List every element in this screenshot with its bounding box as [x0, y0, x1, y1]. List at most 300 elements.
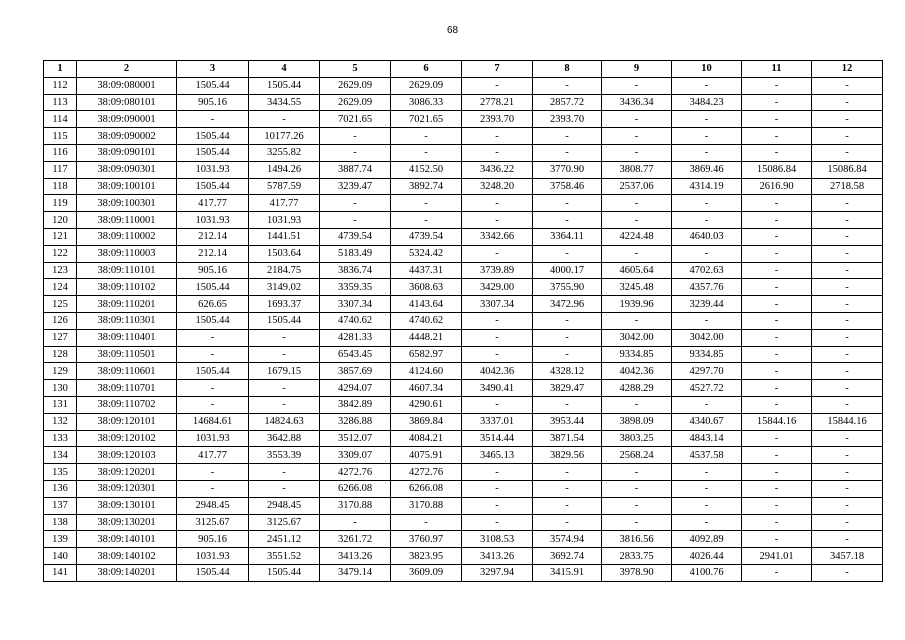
table-cell: 120 — [44, 212, 77, 229]
table-cell: 3342.66 — [462, 228, 533, 245]
table-cell: 3413.26 — [320, 548, 391, 565]
table-cell: 4314.19 — [672, 178, 742, 195]
table-cell: - — [812, 430, 883, 447]
table-row — [44, 161, 883, 178]
table-cell: - — [320, 212, 391, 229]
table-cell: 1939.96 — [602, 296, 672, 313]
table-cell: - — [533, 245, 602, 262]
table-cell: - — [533, 464, 602, 481]
table-cell: 119 — [44, 195, 77, 212]
table-cell: 3692.74 — [533, 548, 602, 565]
table-cell: 3457.18 — [812, 548, 883, 565]
table-cell: 3836.74 — [320, 262, 391, 279]
table-cell: - — [462, 212, 533, 229]
table-cell: - — [812, 262, 883, 279]
table-cell: - — [812, 531, 883, 548]
column-header: 8 — [533, 61, 602, 78]
table-cell: - — [672, 464, 742, 481]
table-cell: - — [812, 111, 883, 128]
table-cell: 6266.08 — [320, 480, 391, 497]
table-row — [44, 514, 883, 531]
table-row — [44, 178, 883, 195]
table-cell: 3436.34 — [602, 94, 672, 111]
table-cell: - — [533, 77, 602, 94]
table-cell: 3261.72 — [320, 531, 391, 548]
table-cell: - — [249, 380, 320, 397]
table-cell: - — [249, 480, 320, 497]
table-cell: - — [742, 396, 812, 413]
table-cell: - — [177, 346, 249, 363]
table-cell: 3953.44 — [533, 413, 602, 430]
table-cell: 38:09:110003 — [77, 245, 177, 262]
table-cell: - — [742, 531, 812, 548]
table-cell: - — [742, 245, 812, 262]
table-cell: - — [602, 212, 672, 229]
table-cell: - — [672, 212, 742, 229]
table-cell: 3760.97 — [391, 531, 462, 548]
table-cell: 9334.85 — [602, 346, 672, 363]
table-cell: 38:09:140201 — [77, 564, 177, 581]
table-cell: 118 — [44, 178, 77, 195]
table-row — [44, 346, 883, 363]
table-cell: 4605.64 — [602, 262, 672, 279]
table-cell: - — [812, 363, 883, 380]
table-cell: - — [812, 480, 883, 497]
table-cell: 4448.21 — [391, 329, 462, 346]
table-cell: 38:09:110702 — [77, 396, 177, 413]
table-cell: 3359.35 — [320, 279, 391, 296]
table-cell: - — [742, 228, 812, 245]
table-cell: 38:09:120103 — [77, 447, 177, 464]
table-cell: 38:09:110201 — [77, 296, 177, 313]
table-cell: 4075.91 — [391, 447, 462, 464]
table-row — [44, 262, 883, 279]
table-cell: 1679.15 — [249, 363, 320, 380]
table-cell: 3170.88 — [391, 497, 462, 514]
table-cell: 2833.75 — [602, 548, 672, 565]
table-cell: - — [602, 312, 672, 329]
table-cell: 1505.44 — [177, 564, 249, 581]
table-cell: - — [672, 514, 742, 531]
table-cell: 38:09:110002 — [77, 228, 177, 245]
table-cell: - — [812, 380, 883, 397]
table-cell: 4739.54 — [391, 228, 462, 245]
table-cell: 4357.76 — [672, 279, 742, 296]
table-cell: - — [533, 312, 602, 329]
table-cell: - — [812, 329, 883, 346]
table-cell: 38:09:110601 — [77, 363, 177, 380]
table-cell: 4224.48 — [602, 228, 672, 245]
table-cell: - — [391, 144, 462, 161]
table-cell: 112 — [44, 77, 77, 94]
data-table — [43, 60, 883, 582]
table-cell: - — [462, 144, 533, 161]
table-cell: 127 — [44, 329, 77, 346]
table-cell: 38:09:120301 — [77, 480, 177, 497]
table-cell: 1505.44 — [177, 279, 249, 296]
table-cell: 3239.47 — [320, 178, 391, 195]
table-cell: 1505.44 — [177, 77, 249, 94]
column-header: 7 — [462, 61, 533, 78]
table-cell: 2393.70 — [533, 111, 602, 128]
table-cell: 4026.44 — [672, 548, 742, 565]
table-cell: - — [320, 514, 391, 531]
table-row — [44, 396, 883, 413]
table-cell: - — [672, 497, 742, 514]
table-cell: 3484.23 — [672, 94, 742, 111]
table-cell: 3871.54 — [533, 430, 602, 447]
table-cell: 2629.09 — [320, 77, 391, 94]
table-cell: 4281.33 — [320, 329, 391, 346]
table-cell: 3364.11 — [533, 228, 602, 245]
table-cell: 4297.70 — [672, 363, 742, 380]
table-cell: 38:09:120201 — [77, 464, 177, 481]
table-cell: 3514.44 — [462, 430, 533, 447]
table-cell: - — [742, 195, 812, 212]
table-cell: 4328.12 — [533, 363, 602, 380]
table-cell: - — [249, 396, 320, 413]
table-cell: 4042.36 — [602, 363, 672, 380]
table-cell: - — [812, 296, 883, 313]
table-cell: 3869.46 — [672, 161, 742, 178]
table-cell: - — [533, 212, 602, 229]
table-cell: - — [742, 447, 812, 464]
table-cell: 2568.24 — [602, 447, 672, 464]
table-cell: - — [462, 346, 533, 363]
table-cell: - — [249, 329, 320, 346]
table-cell: 38:09:110101 — [77, 262, 177, 279]
table-cell: 3436.22 — [462, 161, 533, 178]
table-cell: 4739.54 — [320, 228, 391, 245]
table-cell: 2629.09 — [391, 77, 462, 94]
table-cell: 1031.93 — [177, 548, 249, 565]
table-cell: 38:09:120101 — [77, 413, 177, 430]
table-cell: - — [742, 464, 812, 481]
table-cell: - — [391, 514, 462, 531]
table-cell: 3108.53 — [462, 531, 533, 548]
table-cell: 4640.03 — [672, 228, 742, 245]
table-cell: - — [672, 195, 742, 212]
table-cell: 125 — [44, 296, 77, 313]
table-cell: - — [533, 497, 602, 514]
table-cell: - — [533, 128, 602, 145]
table-cell: - — [812, 447, 883, 464]
table-cell: 4843.14 — [672, 430, 742, 447]
table-cell: 38:09:110102 — [77, 279, 177, 296]
table-cell: - — [602, 195, 672, 212]
table-cell: 38:09:110001 — [77, 212, 177, 229]
page-number: 68 — [446, 25, 459, 36]
table-cell: - — [602, 480, 672, 497]
table-cell: 15844.16 — [812, 413, 883, 430]
table-cell: - — [462, 396, 533, 413]
table-cell: - — [320, 195, 391, 212]
column-header: 12 — [812, 61, 883, 78]
table-cell: 136 — [44, 480, 77, 497]
table-row — [44, 413, 883, 430]
table-cell: 3755.90 — [533, 279, 602, 296]
table-cell: 1441.51 — [249, 228, 320, 245]
table-cell: 38:09:090001 — [77, 111, 177, 128]
table-cell: 4092.89 — [672, 531, 742, 548]
table-cell: - — [672, 245, 742, 262]
table-cell: - — [462, 312, 533, 329]
table-cell: 15086.84 — [812, 161, 883, 178]
table-row — [44, 447, 883, 464]
table-cell: - — [672, 144, 742, 161]
table-cell: - — [177, 464, 249, 481]
table-cell: - — [177, 380, 249, 397]
table-cell: 3413.26 — [462, 548, 533, 565]
table-row — [44, 212, 883, 229]
table-cell: - — [672, 128, 742, 145]
table-cell: - — [812, 497, 883, 514]
table-cell: 1505.44 — [249, 564, 320, 581]
table-cell: 14824.63 — [249, 413, 320, 430]
table-row — [44, 464, 883, 481]
table-row — [44, 380, 883, 397]
table-cell: 212.14 — [177, 245, 249, 262]
table-cell: 905.16 — [177, 262, 249, 279]
table-cell: - — [533, 346, 602, 363]
table-cell: 1505.44 — [177, 363, 249, 380]
table-cell: 3829.56 — [533, 447, 602, 464]
table-cell: - — [742, 262, 812, 279]
table-cell: 4272.76 — [391, 464, 462, 481]
table-row — [44, 531, 883, 548]
table-row — [44, 480, 883, 497]
table-cell: 131 — [44, 396, 77, 413]
table-cell: 3042.00 — [602, 329, 672, 346]
table-cell: 38:09:110401 — [77, 329, 177, 346]
table-row — [44, 312, 883, 329]
table-cell: - — [177, 111, 249, 128]
table-cell: - — [742, 480, 812, 497]
column-header: 2 — [77, 61, 177, 78]
table-cell: 212.14 — [177, 228, 249, 245]
table-row — [44, 195, 883, 212]
table-cell: - — [533, 480, 602, 497]
table-cell: 38:09:110701 — [77, 380, 177, 397]
table-row — [44, 564, 883, 581]
table-cell: 3479.14 — [320, 564, 391, 581]
table-cell: 2184.75 — [249, 262, 320, 279]
table-cell: 3642.88 — [249, 430, 320, 447]
table-cell: 1505.44 — [177, 312, 249, 329]
column-header: 3 — [177, 61, 249, 78]
table-row — [44, 548, 883, 565]
table-cell: - — [462, 128, 533, 145]
table-cell: 1505.44 — [177, 144, 249, 161]
table-cell: 2537.06 — [602, 178, 672, 195]
table-cell: - — [672, 312, 742, 329]
table-cell: - — [812, 279, 883, 296]
table-cell: 3829.47 — [533, 380, 602, 397]
table-cell: - — [533, 195, 602, 212]
table-cell: 15844.16 — [742, 413, 812, 430]
table-cell: 5324.42 — [391, 245, 462, 262]
table-cell: 4152.50 — [391, 161, 462, 178]
table-cell: 128 — [44, 346, 77, 363]
table-cell: 2948.45 — [177, 497, 249, 514]
table-cell: 3086.33 — [391, 94, 462, 111]
table-cell: 3307.34 — [462, 296, 533, 313]
column-header: 6 — [391, 61, 462, 78]
table-cell: 5183.49 — [320, 245, 391, 262]
table-row — [44, 497, 883, 514]
table-cell: 3574.94 — [533, 531, 602, 548]
table-cell: - — [533, 329, 602, 346]
table-cell: 3816.56 — [602, 531, 672, 548]
table-cell: 124 — [44, 279, 77, 296]
table-cell: - — [602, 128, 672, 145]
table-cell: - — [742, 564, 812, 581]
table-cell: - — [812, 396, 883, 413]
table-cell: 116 — [44, 144, 77, 161]
table-cell: 126 — [44, 312, 77, 329]
table-cell: - — [249, 464, 320, 481]
table-cell: - — [602, 396, 672, 413]
table-cell: 2778.21 — [462, 94, 533, 111]
table-cell: 38:09:110301 — [77, 312, 177, 329]
table-cell: 121 — [44, 228, 77, 245]
table-cell: 3125.67 — [177, 514, 249, 531]
table-cell: 3892.74 — [391, 178, 462, 195]
table-cell: 3978.90 — [602, 564, 672, 581]
table-cell: - — [462, 480, 533, 497]
table-cell: 133 — [44, 430, 77, 447]
table-cell: - — [320, 128, 391, 145]
table-cell: 123 — [44, 262, 77, 279]
table-cell: - — [391, 195, 462, 212]
table-cell: 141 — [44, 564, 77, 581]
table-cell: 3808.77 — [602, 161, 672, 178]
table-cell: 417.77 — [177, 195, 249, 212]
table-cell: 1693.37 — [249, 296, 320, 313]
table-row — [44, 94, 883, 111]
table-cell: 138 — [44, 514, 77, 531]
table-cell: 7021.65 — [391, 111, 462, 128]
table-cell: 3857.69 — [320, 363, 391, 380]
table-cell: 122 — [44, 245, 77, 262]
table-cell: 3465.13 — [462, 447, 533, 464]
table-cell: - — [602, 514, 672, 531]
table-cell: 3297.94 — [462, 564, 533, 581]
table-cell: 1031.93 — [249, 212, 320, 229]
table-cell: 4340.67 — [672, 413, 742, 430]
table-cell: 115 — [44, 128, 77, 145]
table-cell: - — [462, 77, 533, 94]
table-cell: - — [742, 380, 812, 397]
table-cell: - — [812, 144, 883, 161]
table-cell: 38:09:130101 — [77, 497, 177, 514]
table-cell: - — [672, 111, 742, 128]
table-cell: 2451.12 — [249, 531, 320, 548]
table-cell: 3472.96 — [533, 296, 602, 313]
table-cell: 1031.93 — [177, 430, 249, 447]
column-header: 5 — [320, 61, 391, 78]
table-cell: 38:09:140102 — [77, 548, 177, 565]
table-cell: 38:09:090301 — [77, 161, 177, 178]
table-cell: 134 — [44, 447, 77, 464]
table-cell: - — [462, 329, 533, 346]
table-cell: 3842.89 — [320, 396, 391, 413]
table-cell: 4294.07 — [320, 380, 391, 397]
table-cell: - — [672, 396, 742, 413]
table-cell: 1505.44 — [177, 128, 249, 145]
table-cell: 15086.84 — [742, 161, 812, 178]
table-cell: - — [812, 514, 883, 531]
table-cell: - — [812, 228, 883, 245]
table-cell: - — [742, 212, 812, 229]
table-cell: - — [249, 111, 320, 128]
table-cell: 3553.39 — [249, 447, 320, 464]
table-cell: 135 — [44, 464, 77, 481]
table-cell: - — [533, 396, 602, 413]
table-cell: 139 — [44, 531, 77, 548]
table-cell: 132 — [44, 413, 77, 430]
table-cell: 3823.95 — [391, 548, 462, 565]
table-cell: - — [533, 514, 602, 531]
table-cell: - — [533, 144, 602, 161]
table-cell: 3803.25 — [602, 430, 672, 447]
table-cell: 3255.82 — [249, 144, 320, 161]
table-cell: - — [602, 464, 672, 481]
table-cell: 3286.88 — [320, 413, 391, 430]
table-cell: 905.16 — [177, 531, 249, 548]
table-cell: 1031.93 — [177, 212, 249, 229]
table-cell: 4607.34 — [391, 380, 462, 397]
table-cell: 3739.89 — [462, 262, 533, 279]
table-cell: - — [812, 94, 883, 111]
table-cell: 114 — [44, 111, 77, 128]
table-cell: - — [602, 245, 672, 262]
table-cell: - — [742, 363, 812, 380]
table-row — [44, 228, 883, 245]
table-cell: 2616.90 — [742, 178, 812, 195]
table-cell: 3307.34 — [320, 296, 391, 313]
table-cell: - — [742, 312, 812, 329]
table-cell: 1505.44 — [177, 178, 249, 195]
table-cell: 38:09:110501 — [77, 346, 177, 363]
table-cell: - — [462, 245, 533, 262]
column-header: 10 — [672, 61, 742, 78]
table-cell: 1031.93 — [177, 161, 249, 178]
table-cell: 2857.72 — [533, 94, 602, 111]
table-cell: 38:09:090002 — [77, 128, 177, 145]
table-cell: 1494.26 — [249, 161, 320, 178]
table-row — [44, 279, 883, 296]
table-cell: 4084.21 — [391, 430, 462, 447]
table-cell: 6543.45 — [320, 346, 391, 363]
column-header: 4 — [249, 61, 320, 78]
table-cell: 4702.63 — [672, 262, 742, 279]
table-row — [44, 144, 883, 161]
table-cell: 4000.17 — [533, 262, 602, 279]
table-cell: 3512.07 — [320, 430, 391, 447]
table-cell: 130 — [44, 380, 77, 397]
table-cell: - — [462, 464, 533, 481]
table-cell: 117 — [44, 161, 77, 178]
table-cell: - — [742, 94, 812, 111]
table-cell: 2941.01 — [742, 548, 812, 565]
table-cell: 3042.00 — [672, 329, 742, 346]
table-cell: 38:09:100301 — [77, 195, 177, 212]
table-cell: 4537.58 — [672, 447, 742, 464]
table-cell: 38:09:130201 — [77, 514, 177, 531]
table-cell: 38:09:080001 — [77, 77, 177, 94]
table-cell: 2718.58 — [812, 178, 883, 195]
